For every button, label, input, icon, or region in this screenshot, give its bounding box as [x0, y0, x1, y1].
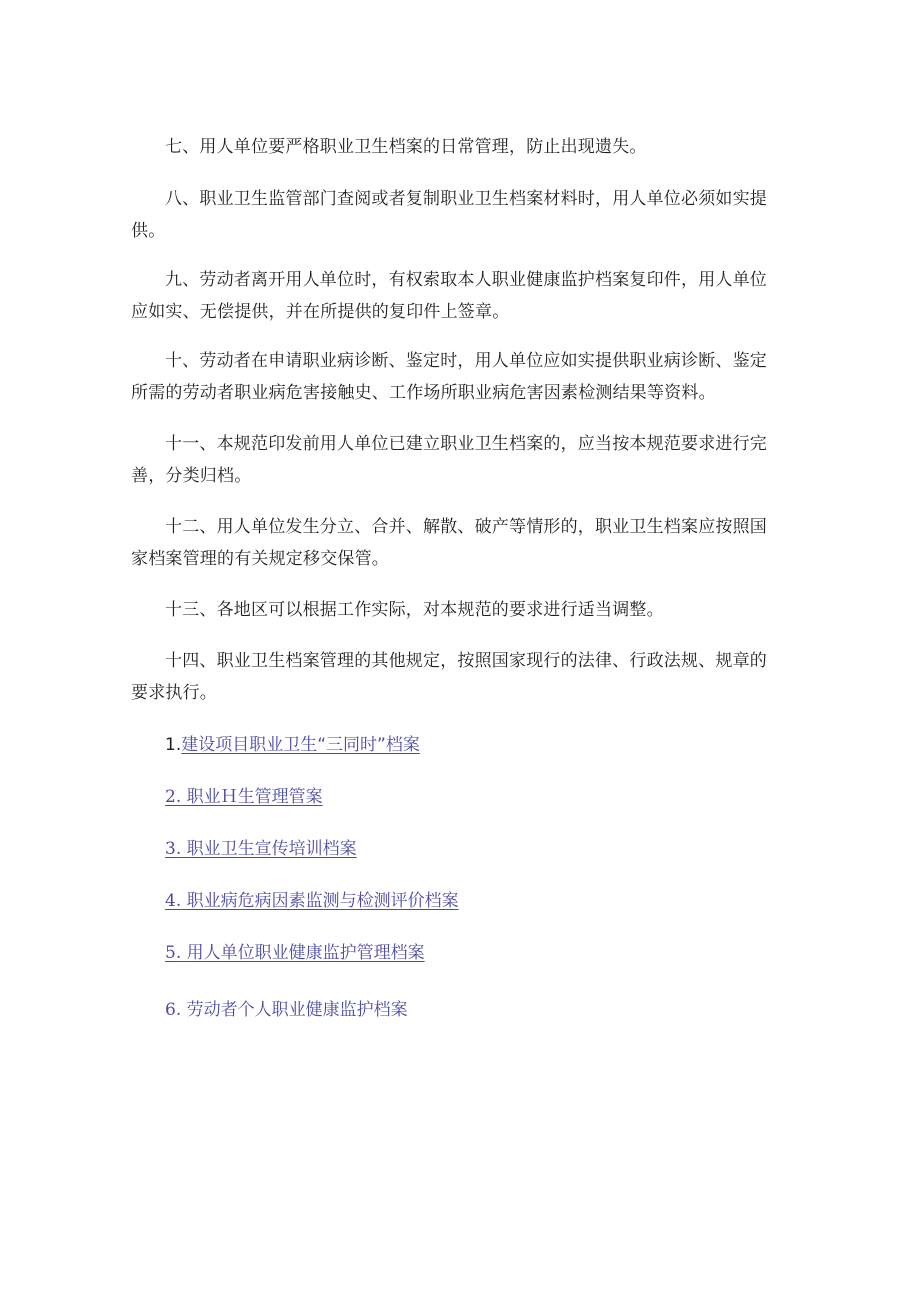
link-label[interactable]: 劳动者个人职业健康监护档案: [186, 1000, 408, 1020]
link-number: 4.: [165, 891, 182, 911]
link-number: 6.: [165, 1000, 182, 1020]
paragraph-13: 十三、各地区可以根据工作实际，对本规范的要求进行适当调整。: [165, 600, 664, 620]
link-number: 3.: [165, 839, 182, 859]
link-label[interactable]: 用人单位职业健康监护管理档案: [186, 943, 425, 963]
link-item-4[interactable]: [165, 889, 459, 913]
link-label[interactable]: 建设项目职业卫生“三同时”档案: [181, 735, 420, 755]
paragraph-10: 十、劳动者在申请职业病诊断、鉴定时，用人单位应如实提供职业病诊断、鉴定所需的劳动者职业病危害接触史、工作场所职业病危害因素检测结果等资料。: [131, 351, 767, 403]
link-label[interactable]: 职业病危病因素监测与检测评价档案: [186, 891, 459, 911]
paragraph-7: 七、用人单位要严格职业卫生档案的日常管理，防止出现遗失。: [165, 137, 647, 157]
link-item-3[interactable]: [165, 837, 357, 861]
link-item-2[interactable]: [165, 785, 323, 809]
paragraph-12: 十二、用人单位发生分立、合并、解散、破产等情形的，职业卫生档案应按照国家档案管理的有关规定移交保管。: [131, 517, 767, 569]
link-item-1[interactable]: [165, 733, 420, 757]
link-number: 1.: [165, 735, 182, 755]
link-label[interactable]: 职业卫生宣传培训档案: [186, 839, 357, 859]
paragraph-8: 八、职业卫生监管部门查阅或者复制职业卫生档案材料时，用人单位必须如实提供。: [131, 189, 767, 241]
link-item-5[interactable]: [165, 941, 425, 965]
link-label[interactable]: 职业Ｈ生管理管案: [186, 787, 323, 807]
paragraph-14: 十四、职业卫生档案管理的其他规定，按照国家现行的法律、行政法规、规章的要求执行。: [131, 651, 767, 703]
link-number: 2.: [165, 787, 182, 807]
paragraph-11: 十一、本规范印发前用人单位已建立职业卫生档案的，应当按本规范要求进行完善，分类归档。: [131, 434, 767, 486]
paragraph-9: 九、劳动者离开用人单位时，有权索取本人职业健康监护档案复印件，用人单位应如实、无偿提供，并在所提供的复印件上签章。: [131, 270, 767, 322]
link-item-6[interactable]: [165, 998, 408, 1022]
link-number: 5.: [165, 943, 182, 963]
